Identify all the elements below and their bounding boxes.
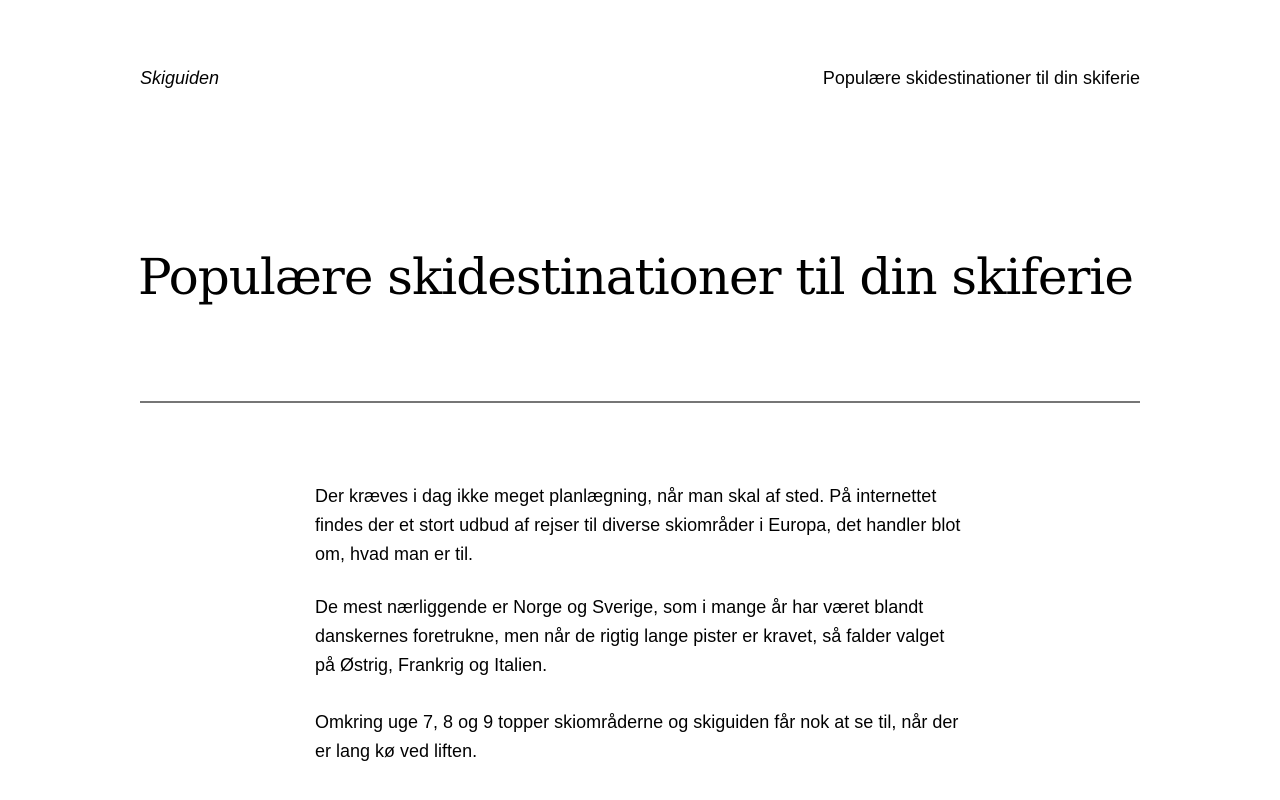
title-separator	[140, 401, 1140, 403]
page-title: Populære skidestinationer til din skiferie	[138, 248, 1133, 306]
paragraph-2: De mest nærliggende er Norge og Sverige, som i mange år har været blandt danskernes foretrukne, men når de rigtig lange pister er kravet, så falder valget på Østrig, Frankrig og Italien.	[315, 597, 945, 675]
post-content	[315, 482, 965, 766]
site-title-link[interactable]: Skiguiden	[140, 68, 220, 88]
nav-link-page[interactable]: Populære skidestinationer til din skiferie	[822, 68, 1140, 88]
paragraph-3: Omkring uge 7, 8 og 9 topper skiområderne og skiguiden får nok at se til, når der er lang kø ved liften.	[315, 712, 959, 761]
paragraph-1: Der kræves i dag ikke meget planlægning, når man skal af sted. På internettet findes der et stort udbud af rejser til diverse skiområder i Europa, det handler blot om, hvad man er til.	[315, 486, 961, 564]
site-header	[140, 66, 1140, 90]
